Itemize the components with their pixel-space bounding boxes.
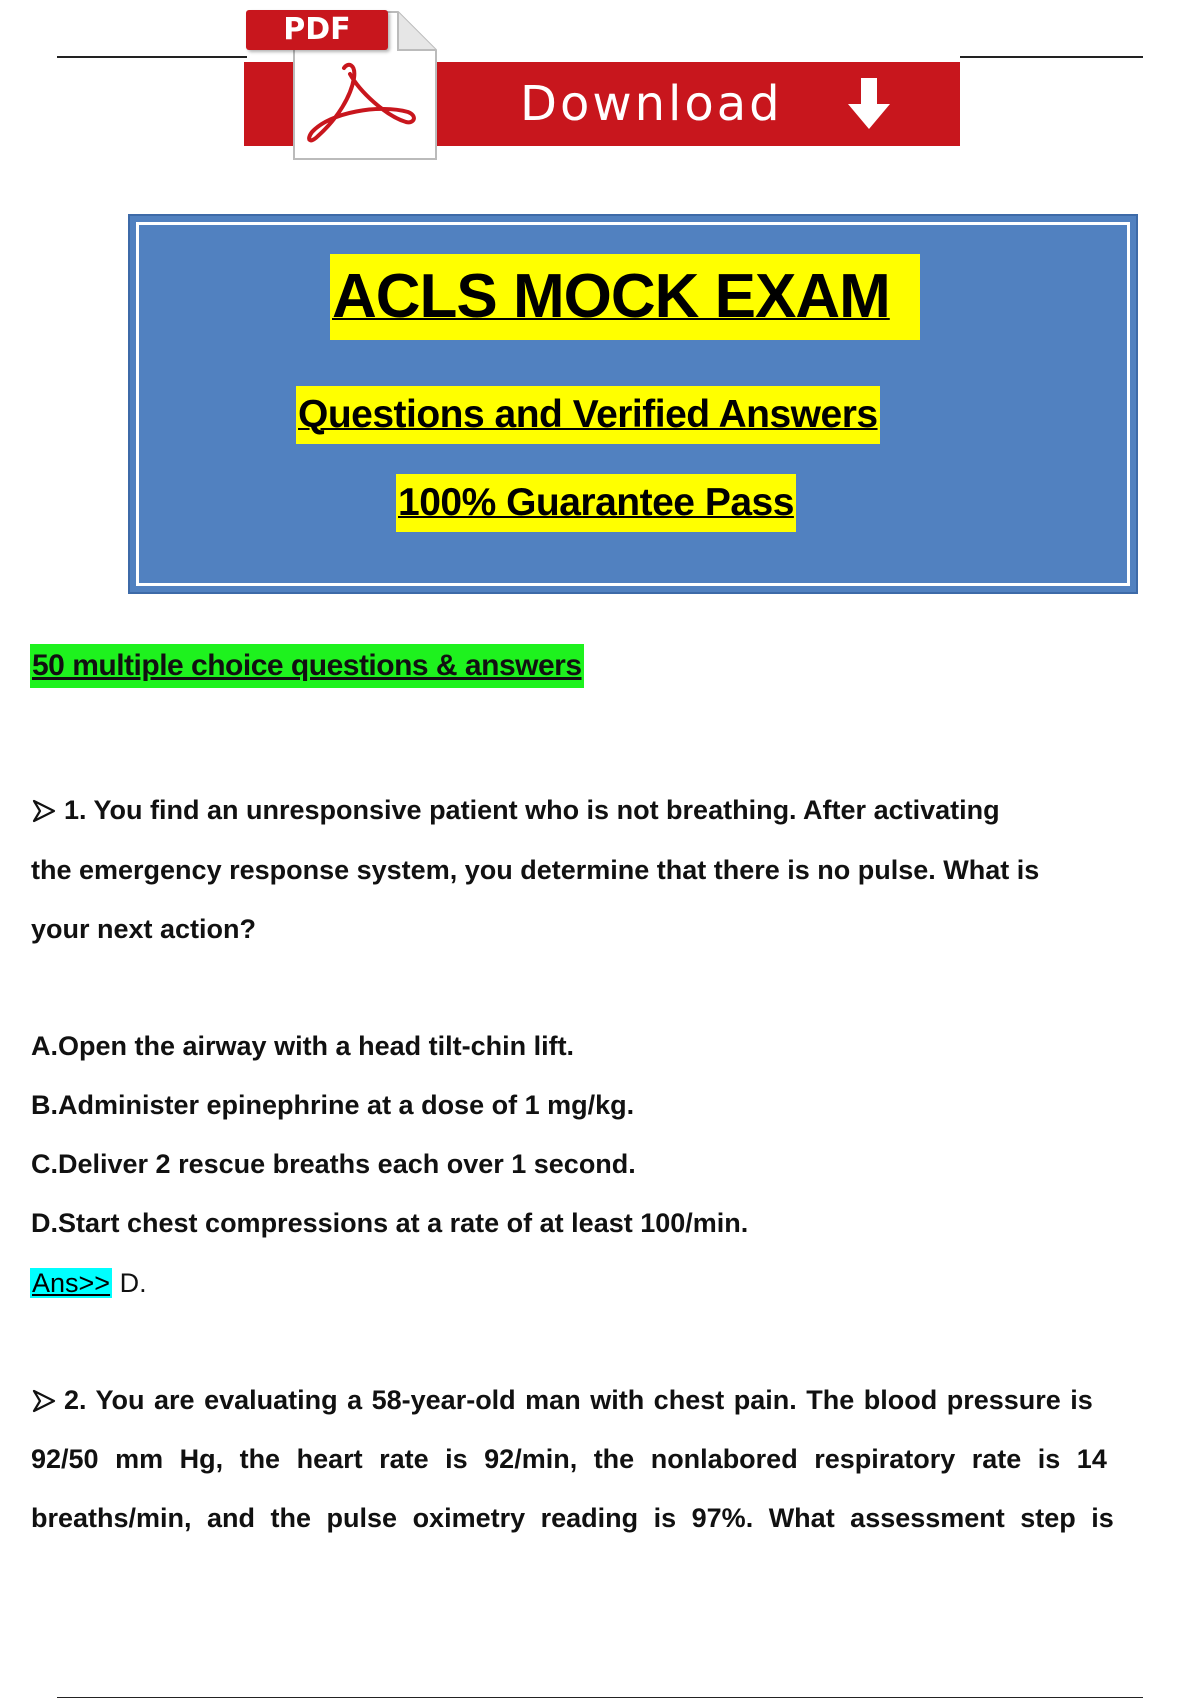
answer-value: D. (112, 1268, 147, 1298)
bottom-rule (57, 1697, 1143, 1698)
top-rule-right (960, 56, 1143, 58)
question-1-line-2: the emergency response system, you determine that there is no pulse. What is (31, 855, 1040, 885)
question-count-banner: 50 multiple choice questions & answers (30, 644, 584, 688)
question-1-line-1: 1. You find an unresponsive patient who is not breathing. After activating (64, 795, 1000, 825)
document-tagline: 100% Guarantee Pass (396, 474, 796, 532)
answer-label: Ans>> (32, 1268, 111, 1298)
question-1-option-b: B.Administer epinephrine at a dose of 1 mg/kg. (31, 1090, 635, 1120)
question-1-option-d: D.Start chest compressions at a rate of at least 100/min. (31, 1208, 749, 1238)
download-arrow-icon[interactable] (846, 76, 892, 132)
arrow-bullet-icon (32, 1389, 56, 1413)
pdf-badge: PDF (246, 10, 388, 50)
question-1-line-3: your next action? (31, 914, 257, 944)
question-2-line-3: breaths/min, and the pulse oximetry reading is 97%. What assessment step is (31, 1503, 1114, 1533)
question-2-line-1: 2. You are evaluating a 58-year-old man with chest pain. The blood pressure is (64, 1385, 1093, 1415)
document-title: ACLS MOCK EXAM (330, 254, 920, 340)
question-2-line-2: 92/50 mm Hg, the heart rate is 92/min, the nonlabored respiratory rate is 14 (31, 1444, 1107, 1474)
question-1-option-c: C.Deliver 2 rescue breaths each over 1 second. (31, 1149, 636, 1179)
arrow-bullet-icon (32, 799, 56, 823)
document-subtitle: Questions and Verified Answers (296, 386, 880, 444)
top-rule-left (57, 56, 247, 58)
question-1-answer (30, 1264, 147, 1302)
download-label[interactable]: Download (520, 76, 783, 132)
question-1-option-a: A.Open the airway with a head tilt-chin lift. (31, 1031, 575, 1061)
